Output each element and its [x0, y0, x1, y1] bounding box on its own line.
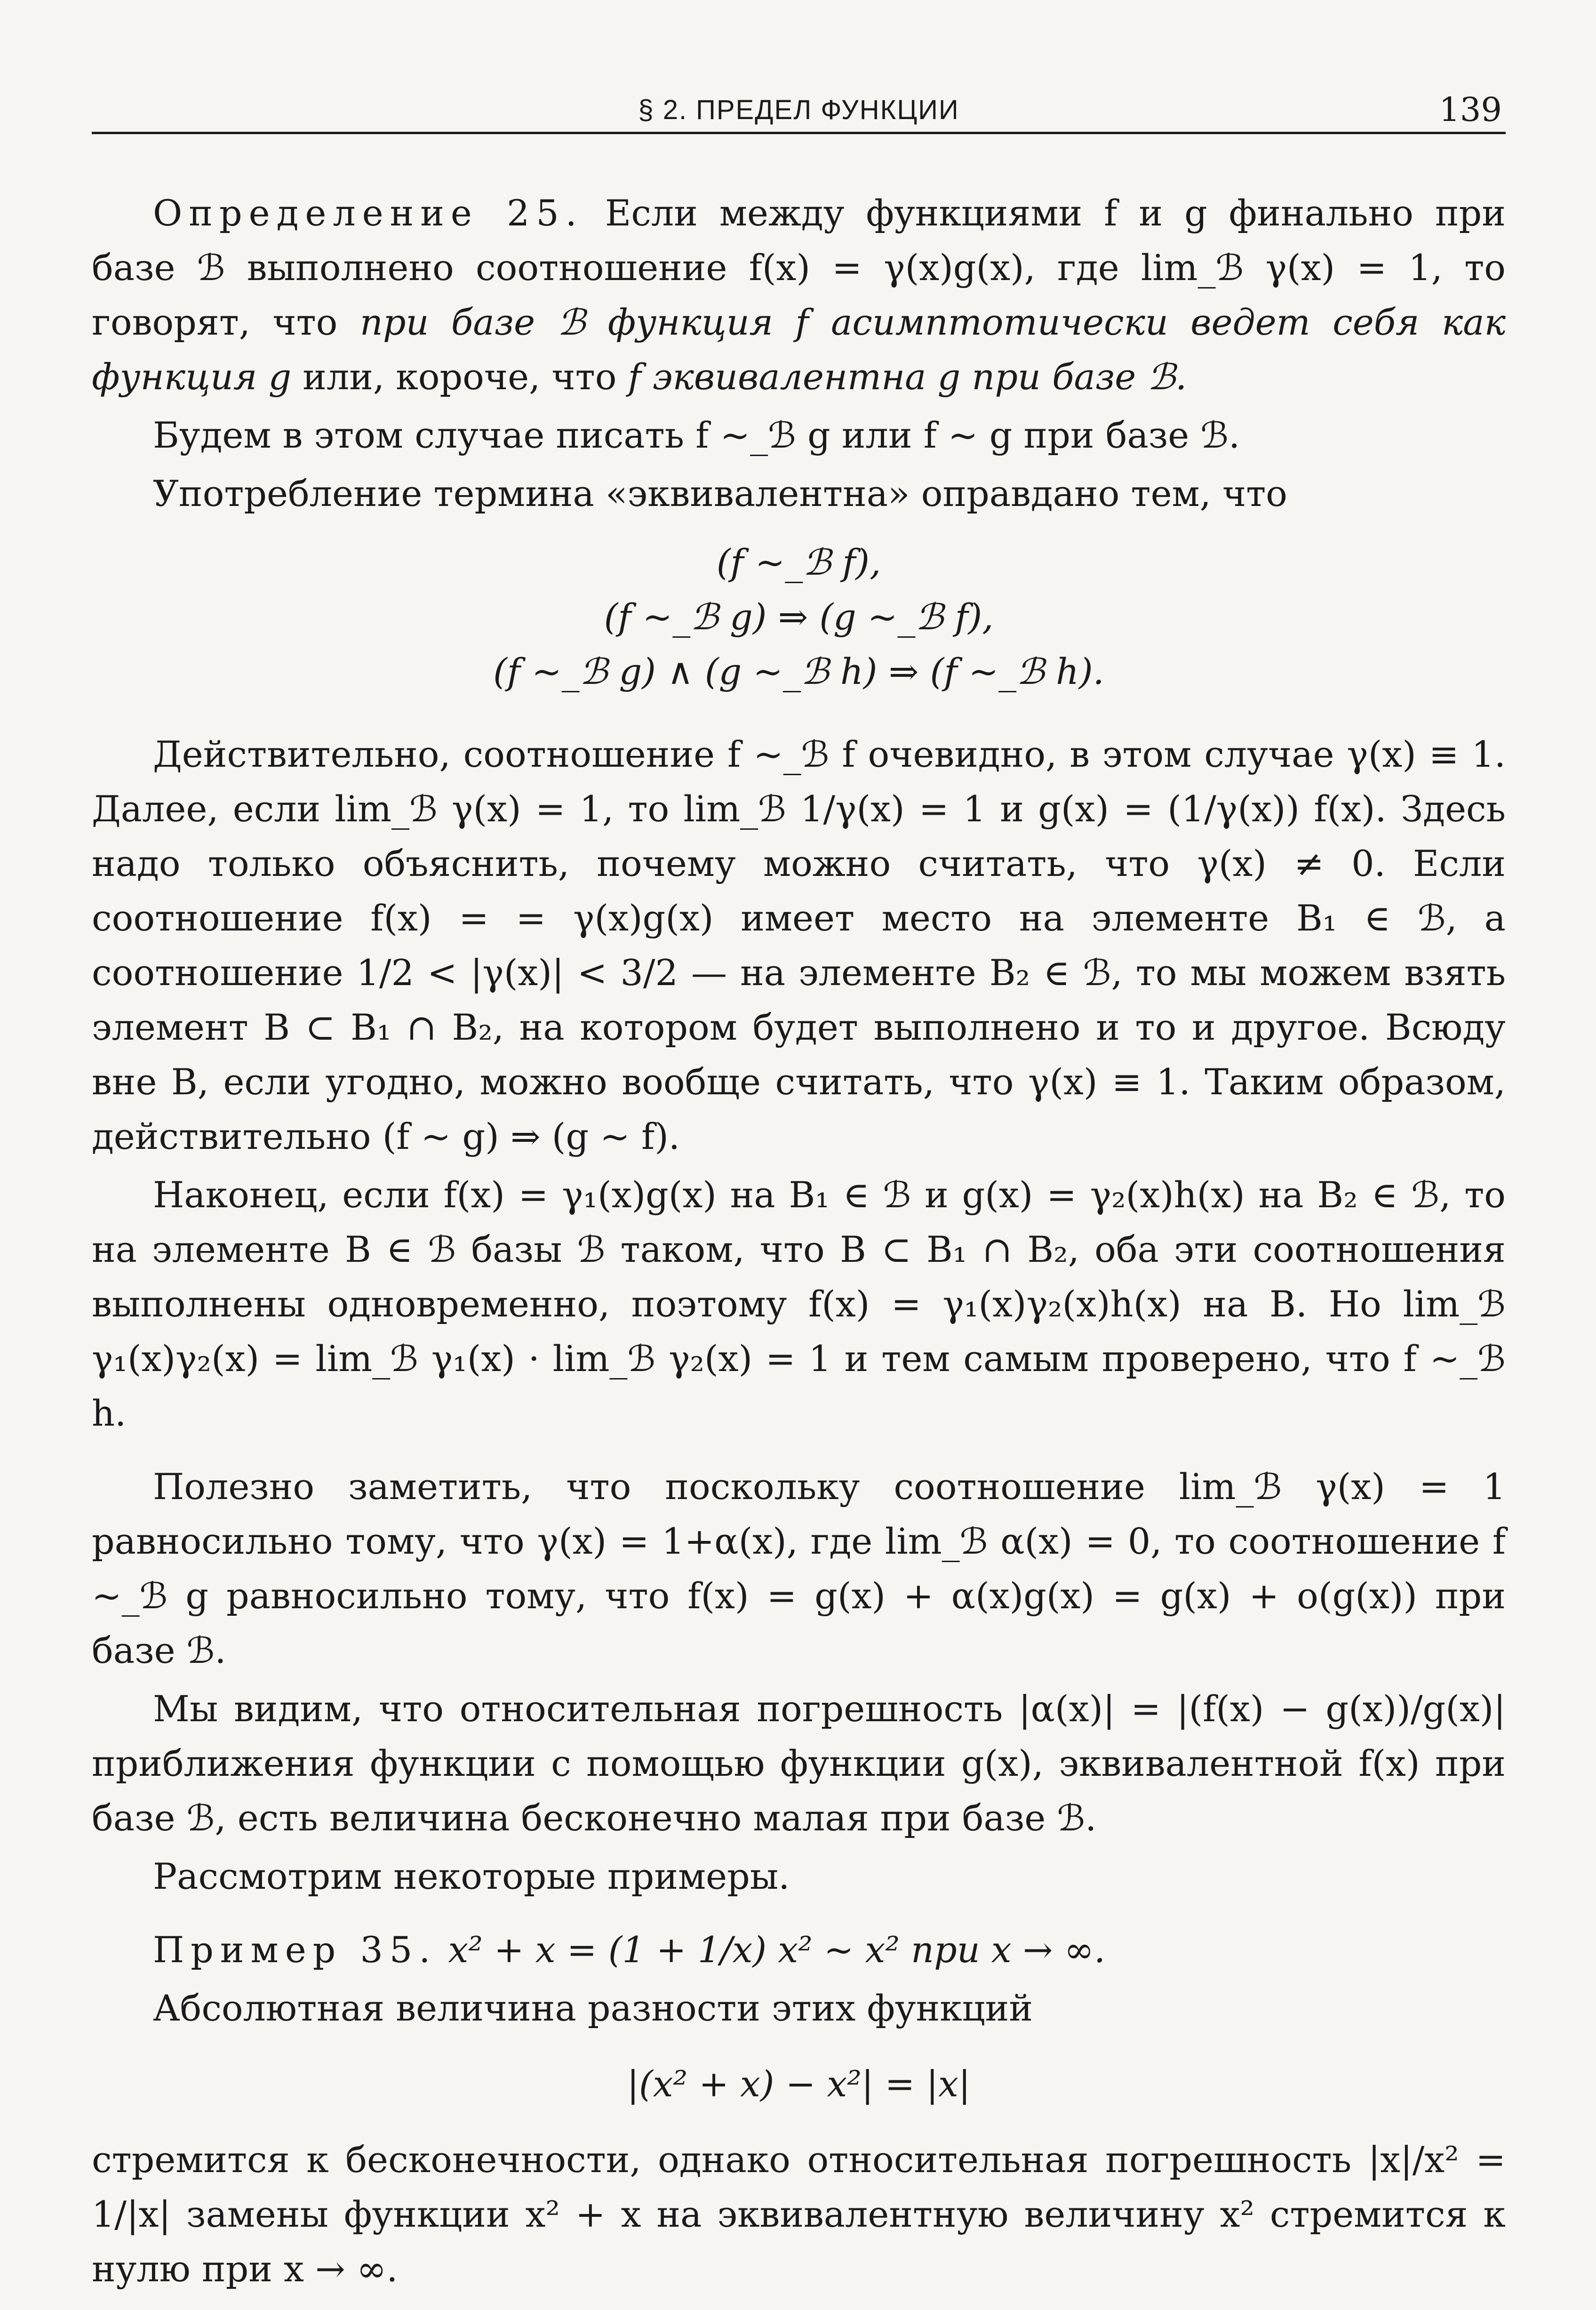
equation-abs-difference: |(x² + x) − x²| = |x|	[627, 2063, 971, 2105]
definition-text-2: или, короче, что	[303, 356, 617, 398]
page-number: 139	[1439, 90, 1502, 129]
proof-paragraph-1: Действительно, соотношение f ~_ℬ f очевидно, в этом случае γ(x) ≡ 1. Далее, если lim_ℬ γ(x) = 1, то lim_ℬ 1/γ(x) = 1 и g(x) = (1/γ(x)) f(x). Здесь надо только объяснить, почему можно считать, что γ(x) ≠ 0. Если соотношение f(x) = = γ(x)g(x) имеет место на элементе B₁ ∈ ℬ, а соотношение 1/2 < |γ(x)| < 3/2 — на элементе B₂ ∈ ℬ, то мы можем взять элемент B ⊂ B₁ ∩ B₂, на котором будет выполнено и то и другое. Всюду вне B, если угодно, можно вообще считать, что γ(x) ≡ 1. Таким образом, действительно (f ~ g) ⇒ (g ~ f).	[92, 733, 1506, 1157]
running-header	[92, 80, 1506, 134]
equation-reflexive: (f ~_ℬ f),	[716, 541, 881, 583]
relative-error-paragraph: Мы видим, что относительная погрешность |α(x)| = |(f(x) − g(x))/g(x)| приближения функции с помощью функции g(x), эквивалентной f(x) при базе ℬ, есть величина бесконечно малая при базе ℬ.	[92, 1688, 1506, 1839]
notation-paragraph: Будем в этом случае писать f ~_ℬ g или f ~ g при базе ℬ.	[153, 414, 1240, 456]
equation-transitive: (f ~_ℬ g) ∧ (g ~_ℬ h) ⇒ (f ~_ℬ h).	[493, 650, 1104, 692]
proof-paragraph-2: Наконец, если f(x) = γ₁(x)g(x) на B₁ ∈ ℬ и g(x) = γ₂(x)h(x) на B₂ ∈ ℬ, то на элементе B ∈ ℬ базы ℬ таком, что B ⊂ B₁ ∩ B₂, оба эти соотношения выполнены одновременно, поэтому f(x) = γ₁(x)γ₂(x)h(x) на B. Но lim_ℬ γ₁(x)γ₂(x) = lim_ℬ γ₁(x) · lim_ℬ γ₂(x) = 1 и тем самым проверено, что f ~_ℬ h.	[92, 1174, 1506, 1434]
example-label: Пример 35.	[153, 1929, 437, 1971]
examples-intro: Рассмотрим некоторые примеры.	[153, 1855, 790, 1897]
definition-label: Определение 25.	[153, 192, 583, 234]
remark-paragraph: Полезно заметить, что поскольку соотношение lim_ℬ γ(x) = 1 равносильно тому, что γ(x) = 1+α(x), где lim_ℬ α(x) = 0, то соотношение f ~_ℬ g равносильно тому, что f(x) = g(x) + α(x)g(x) = g(x) + o(g(x)) при базе ℬ.	[92, 1466, 1506, 1671]
example-formula: x² + x = (1 + 1/x) x² ~ x² при x → ∞.	[448, 1929, 1106, 1971]
definition-text-1: Если между функциями f и g финально при базе ℬ выполнено соотношение f(x) = γ(x)g(x), где lim_ℬ γ(x) = 1, то говорят, что	[92, 192, 1506, 343]
equation-symmetric: (f ~_ℬ g) ⇒ (g ~_ℬ f),	[604, 596, 994, 638]
usage-paragraph: Употребление термина «эквивалентна» оправдано тем, что	[153, 473, 1288, 514]
abs-difference-paragraph: Абсолютная величина разности этих функций	[153, 1987, 1033, 2029]
final-paragraph: стремится к бесконечности, однако относительная погрешность |x|/x² = 1/|x| замены функции x² + x на эквивалентную величину x² стремится к нулю при x → ∞.	[92, 2139, 1506, 2290]
page-body	[92, 186, 1506, 2296]
definition-term-equivalent: f эквивалентна g при базе ℬ.	[628, 356, 1187, 398]
definition-25	[92, 186, 1506, 404]
definition-term-asymptotic: при базе ℬ функция f асимптотически ведет себя как функция g	[92, 301, 1506, 398]
example-35	[92, 1923, 1506, 1977]
section-title: § 2. ПРЕДЕЛ ФУНКЦИИ	[638, 95, 959, 125]
equivalence-properties	[92, 535, 1506, 699]
